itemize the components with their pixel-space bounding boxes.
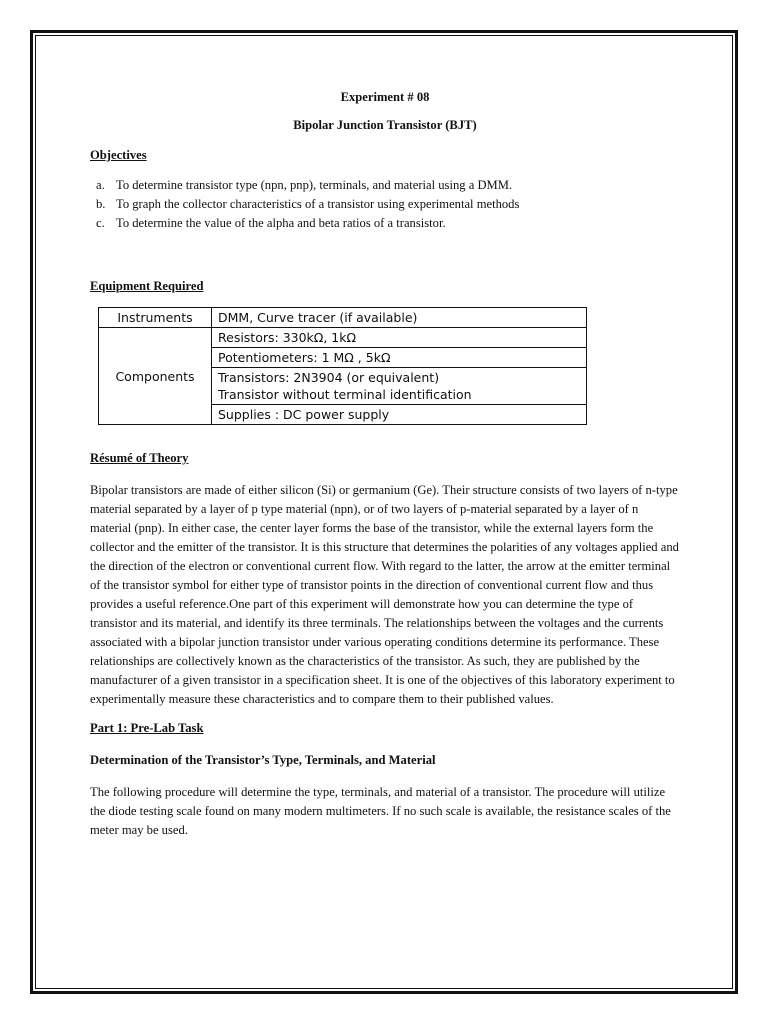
- part1-subheading: Determination of the Transistor’s Type, Terminals, and Material: [90, 753, 436, 767]
- objectives-list: [90, 176, 680, 233]
- objective-text: To determine the value of the alpha and beta ratios of a transistor.: [116, 216, 446, 230]
- part1-heading: Part 1: Pre-Lab Task: [90, 721, 204, 735]
- components-label: Components: [99, 328, 212, 425]
- objective-text: To determine transistor type (npn, pnp), terminals, and material using a DMM.: [116, 178, 513, 192]
- instruments-value: DMM, Curve tracer (if available): [212, 308, 587, 328]
- objective-item: [96, 195, 680, 214]
- list-marker: b.: [96, 197, 106, 211]
- transistor-line-2: Transistor without terminal identification: [218, 387, 472, 402]
- instruments-label: Instruments: [99, 308, 212, 328]
- experiment-number: Experiment # 08: [340, 90, 430, 104]
- table-row: [99, 328, 587, 348]
- part1-paragraph: The following procedure will determine the type, terminals, and material of a transistor. The procedure will utilize the diode testing scale found on many modern multimeters. If no such scale is available, the resistance scales of the meter may be used.: [90, 785, 671, 837]
- objective-item: [96, 214, 680, 233]
- component-potentiometers: Potentiometers: 1 MΩ , 5kΩ: [212, 348, 587, 368]
- list-marker: a.: [96, 178, 105, 192]
- equipment-table: [98, 307, 587, 425]
- component-resistors: Resistors: 330kΩ, 1kΩ: [212, 328, 587, 348]
- component-supplies: Supplies : DC power supply: [212, 405, 587, 425]
- table-row: [99, 308, 587, 328]
- objectives-heading: Objectives: [90, 148, 147, 162]
- list-marker: c.: [96, 216, 105, 230]
- equipment-heading: Equipment Required: [90, 279, 204, 293]
- component-transistors: [212, 368, 587, 405]
- objective-text: To graph the collector characteristics of a transistor using experimental methods: [116, 197, 520, 211]
- theory-heading: Résumé of Theory: [90, 451, 189, 465]
- document-content: [90, 88, 680, 840]
- objective-item: [96, 176, 680, 195]
- experiment-title: Bipolar Junction Transistor (BJT): [293, 118, 477, 132]
- transistor-line-1: Transistors: 2N3904 (or equivalent): [218, 370, 440, 385]
- theory-paragraph: Bipolar transistors are made of either silicon (Si) or germanium (Ge). Their structure consists of two layers of n-type material separated by a layer of p type material (npn), or of two layers of p-material separated by a layer of n material (pnp). In either case, the center layer forms the base of the transistor, while the external layers form the collector and the emitter of the transistor. It is this structure that determines the polarities of any voltages applied and the direction of the electron or conventional current flow. With regard to the latter, the arrow at the emitter terminal of the transistor symbol for either type of transistor points in the direction of conventional current flow and thus provides a useful reference.One part of this experiment will demonstrate how you can determine the type of transistor and its material, and identify its three terminals. The relationships between the voltages and the currents associated with a bipolar junction transistor under various operating conditions determine its performance. These relationships are collectively known as the characteristics of the transistor. As such, they are published by the manufacturer of a given transistor in a specification sheet. It is one of the objectives of this laboratory experiment to experimentally measure these characteristics and to compare them to their published values.: [90, 483, 679, 706]
